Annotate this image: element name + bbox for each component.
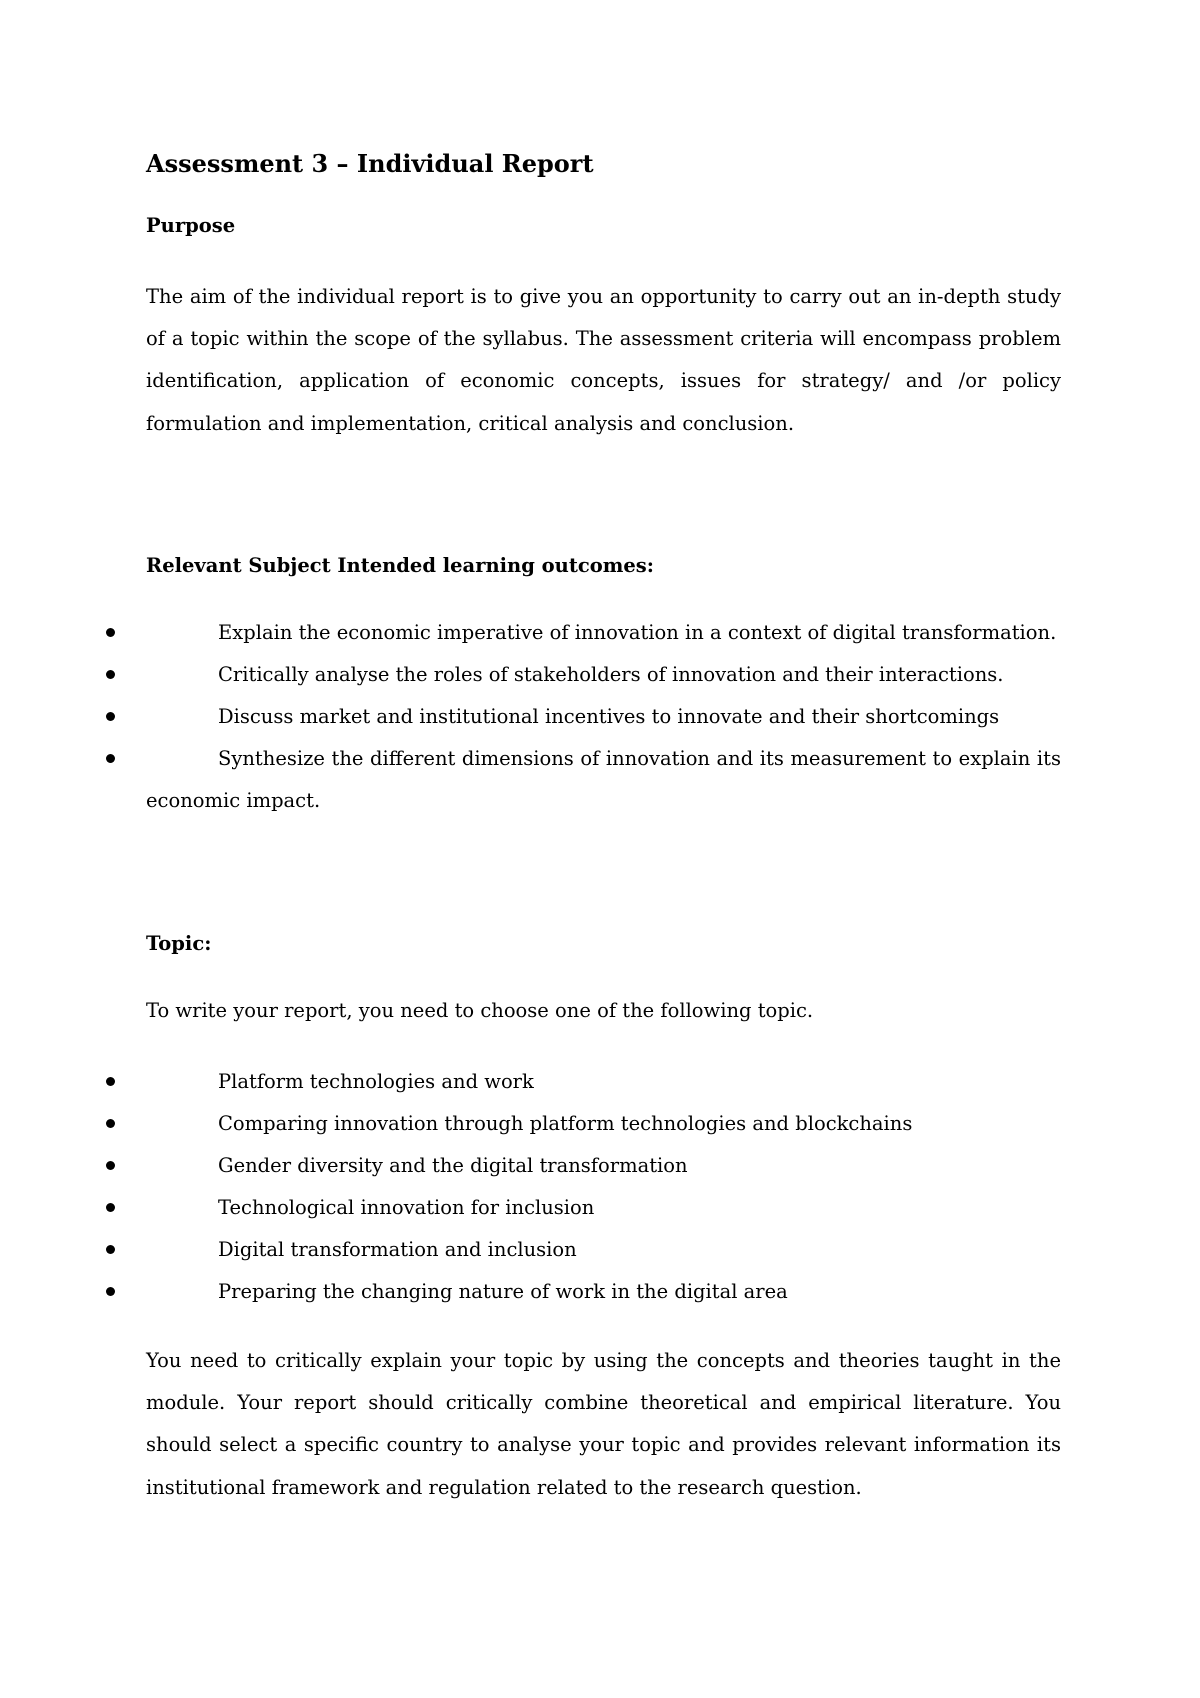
outcome-text: Discuss market and institutional incentives to innovate and their shortcomings: [218, 705, 1000, 728]
topic-option: Preparing the changing nature of work in the digital area: [218, 1280, 788, 1303]
bullet-icon: [103, 1277, 117, 1307]
bullet-icon: [103, 1235, 117, 1265]
outcome-text: Explain the economic imperative of innovation in a context of digital transformation.: [218, 621, 1057, 644]
bullet-icon: [103, 618, 117, 648]
topic-option: Platform technologies and work: [218, 1070, 534, 1093]
topic-option: Digital transformation and inclusion: [218, 1238, 577, 1261]
bullet-icon: [103, 1193, 117, 1223]
bullet-icon: [103, 1067, 117, 1097]
topic-option: Comparing innovation through platform technologies and blockchains: [218, 1112, 913, 1135]
bullet-icon: [103, 1151, 117, 1181]
topic-heading: Topic:: [146, 932, 212, 955]
bullet-icon: [103, 744, 117, 774]
bullet-icon: [103, 1109, 117, 1139]
outcome-text: Synthesize the different dimensions of innovation and its measurement to explain its economic impact.: [146, 747, 1061, 813]
bullet-icon: [103, 660, 117, 690]
topic-intro: To write your report, you need to choose one of the following topic.: [146, 999, 814, 1022]
document-title: Assessment 3 – Individual Report: [146, 149, 594, 178]
closing-paragraph: You need to critically explain your topic by using the concepts and theories taught in the module. Your report should critically combine theoretical and empirical literature. You should select a specific country to analyse your topic and provides relevant information its institutional framework and regulation related to the research question.: [146, 1349, 1061, 1499]
bullet-icon: [103, 702, 117, 732]
outcomes-heading: Relevant Subject Intended learning outcomes:: [146, 554, 654, 577]
purpose-paragraph: The aim of the individual report is to give you an opportunity to carry out an in-depth study of a topic within the scope of the syllabus. The assessment criteria will encompass problem identification, application of economic concepts, issues for strategy/ and /or policy formulation and implementation, critical analysis and conclusion.: [146, 285, 1061, 435]
purpose-heading: Purpose: [146, 214, 236, 237]
topic-option: Gender diversity and the digital transformation: [218, 1154, 688, 1177]
outcome-text: Critically analyse the roles of stakeholders of innovation and their interactions.: [218, 663, 1004, 686]
topic-option: Technological innovation for inclusion: [218, 1196, 595, 1219]
